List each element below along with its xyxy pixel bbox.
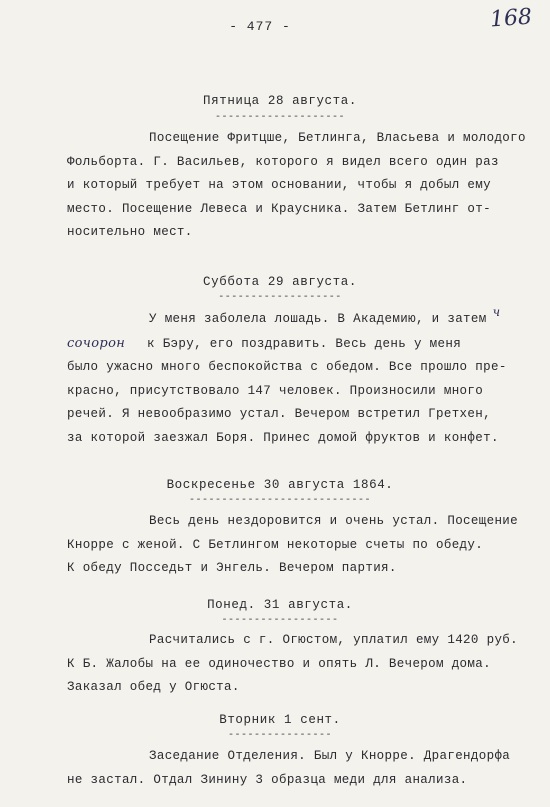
text-line: красно, присутствовало 147 человек. Произносили много [67, 383, 484, 398]
text-line: Заказал обед у Огюста. [67, 680, 240, 694]
heading-underline: ---------------------------- [188, 495, 372, 506]
text-line-part: к Бэру, его поздравить. Весь день у меня [147, 336, 462, 351]
heading-underline: ------------------ [221, 615, 339, 626]
text-line: за которой заезжал Боря. Принес домой фруктов и конфет. [67, 430, 499, 445]
page-number: - 477 - [229, 19, 291, 34]
text-line: было ужасно много беспокойства с обедом. Все прошло пре- [67, 360, 507, 374]
text-line: и который требует на этом основании, чтобы я добыл ему [67, 178, 491, 192]
text-line: К Б. Жалобы на ее одиночество и опять Л. Вечером дома. [67, 656, 491, 671]
text-line: Весь день нездоровится и очень устал. Посещение [149, 514, 519, 528]
entry-heading: Вторник 1 сент. [219, 713, 341, 727]
handwritten-insert: сочорон [67, 335, 126, 351]
text-line: К обеду Посседьт и Энгель. Вечером партия. [67, 561, 397, 575]
text-line-part: У меня заболела лошадь. В Академию, и затем [149, 312, 487, 326]
text-line: не застал. Отдал Зинину 3 образца меди для анализа. [67, 772, 468, 787]
text-line: речей. Я невообразимо устал. Вечером встретил Гретхен, [67, 407, 491, 421]
text-line: Кнорре с женой. С Бетлингом некоторые счеты по обеду. [67, 537, 484, 552]
text-line: Фольборта. Г. Васильев, которого я видел всего один раз [67, 154, 499, 169]
text-line: носительно мест. [67, 225, 193, 239]
heading-underline: ---------------- [227, 730, 332, 741]
entry-heading: Воскресенье 30 августа 1864. [166, 478, 394, 492]
text-line: Заседание Отделения. Был у Кнорре. Драгендорфа [149, 749, 511, 763]
entry-text [67, 307, 537, 450]
entry-text [67, 127, 537, 245]
heading-underline: -------------------- [214, 112, 346, 123]
entry-text [67, 629, 537, 700]
text-line: Расчитались с г. Огюстом, уплатил ему 1420 руб. [149, 633, 519, 647]
entry-heading: Пятница 28 августа. [203, 94, 357, 108]
text-line: Посещение Фритцше, Бетлинга, Власьева и молодого [149, 131, 526, 145]
entry-heading: Суббота 29 августа. [203, 275, 357, 289]
heading-underline: ------------------- [218, 292, 342, 303]
text-line [67, 307, 537, 332]
entry-text [67, 510, 537, 581]
handwritten-folio-number: 168 [489, 4, 533, 33]
handwritten-mark: ч [492, 305, 501, 319]
entry-heading: Понед. 31 августа. [207, 598, 353, 612]
entry-text [67, 745, 537, 792]
text-line: место. Посещение Левеса и Краусника. Затем Бетлинг от- [67, 201, 491, 216]
text-line [67, 332, 537, 357]
